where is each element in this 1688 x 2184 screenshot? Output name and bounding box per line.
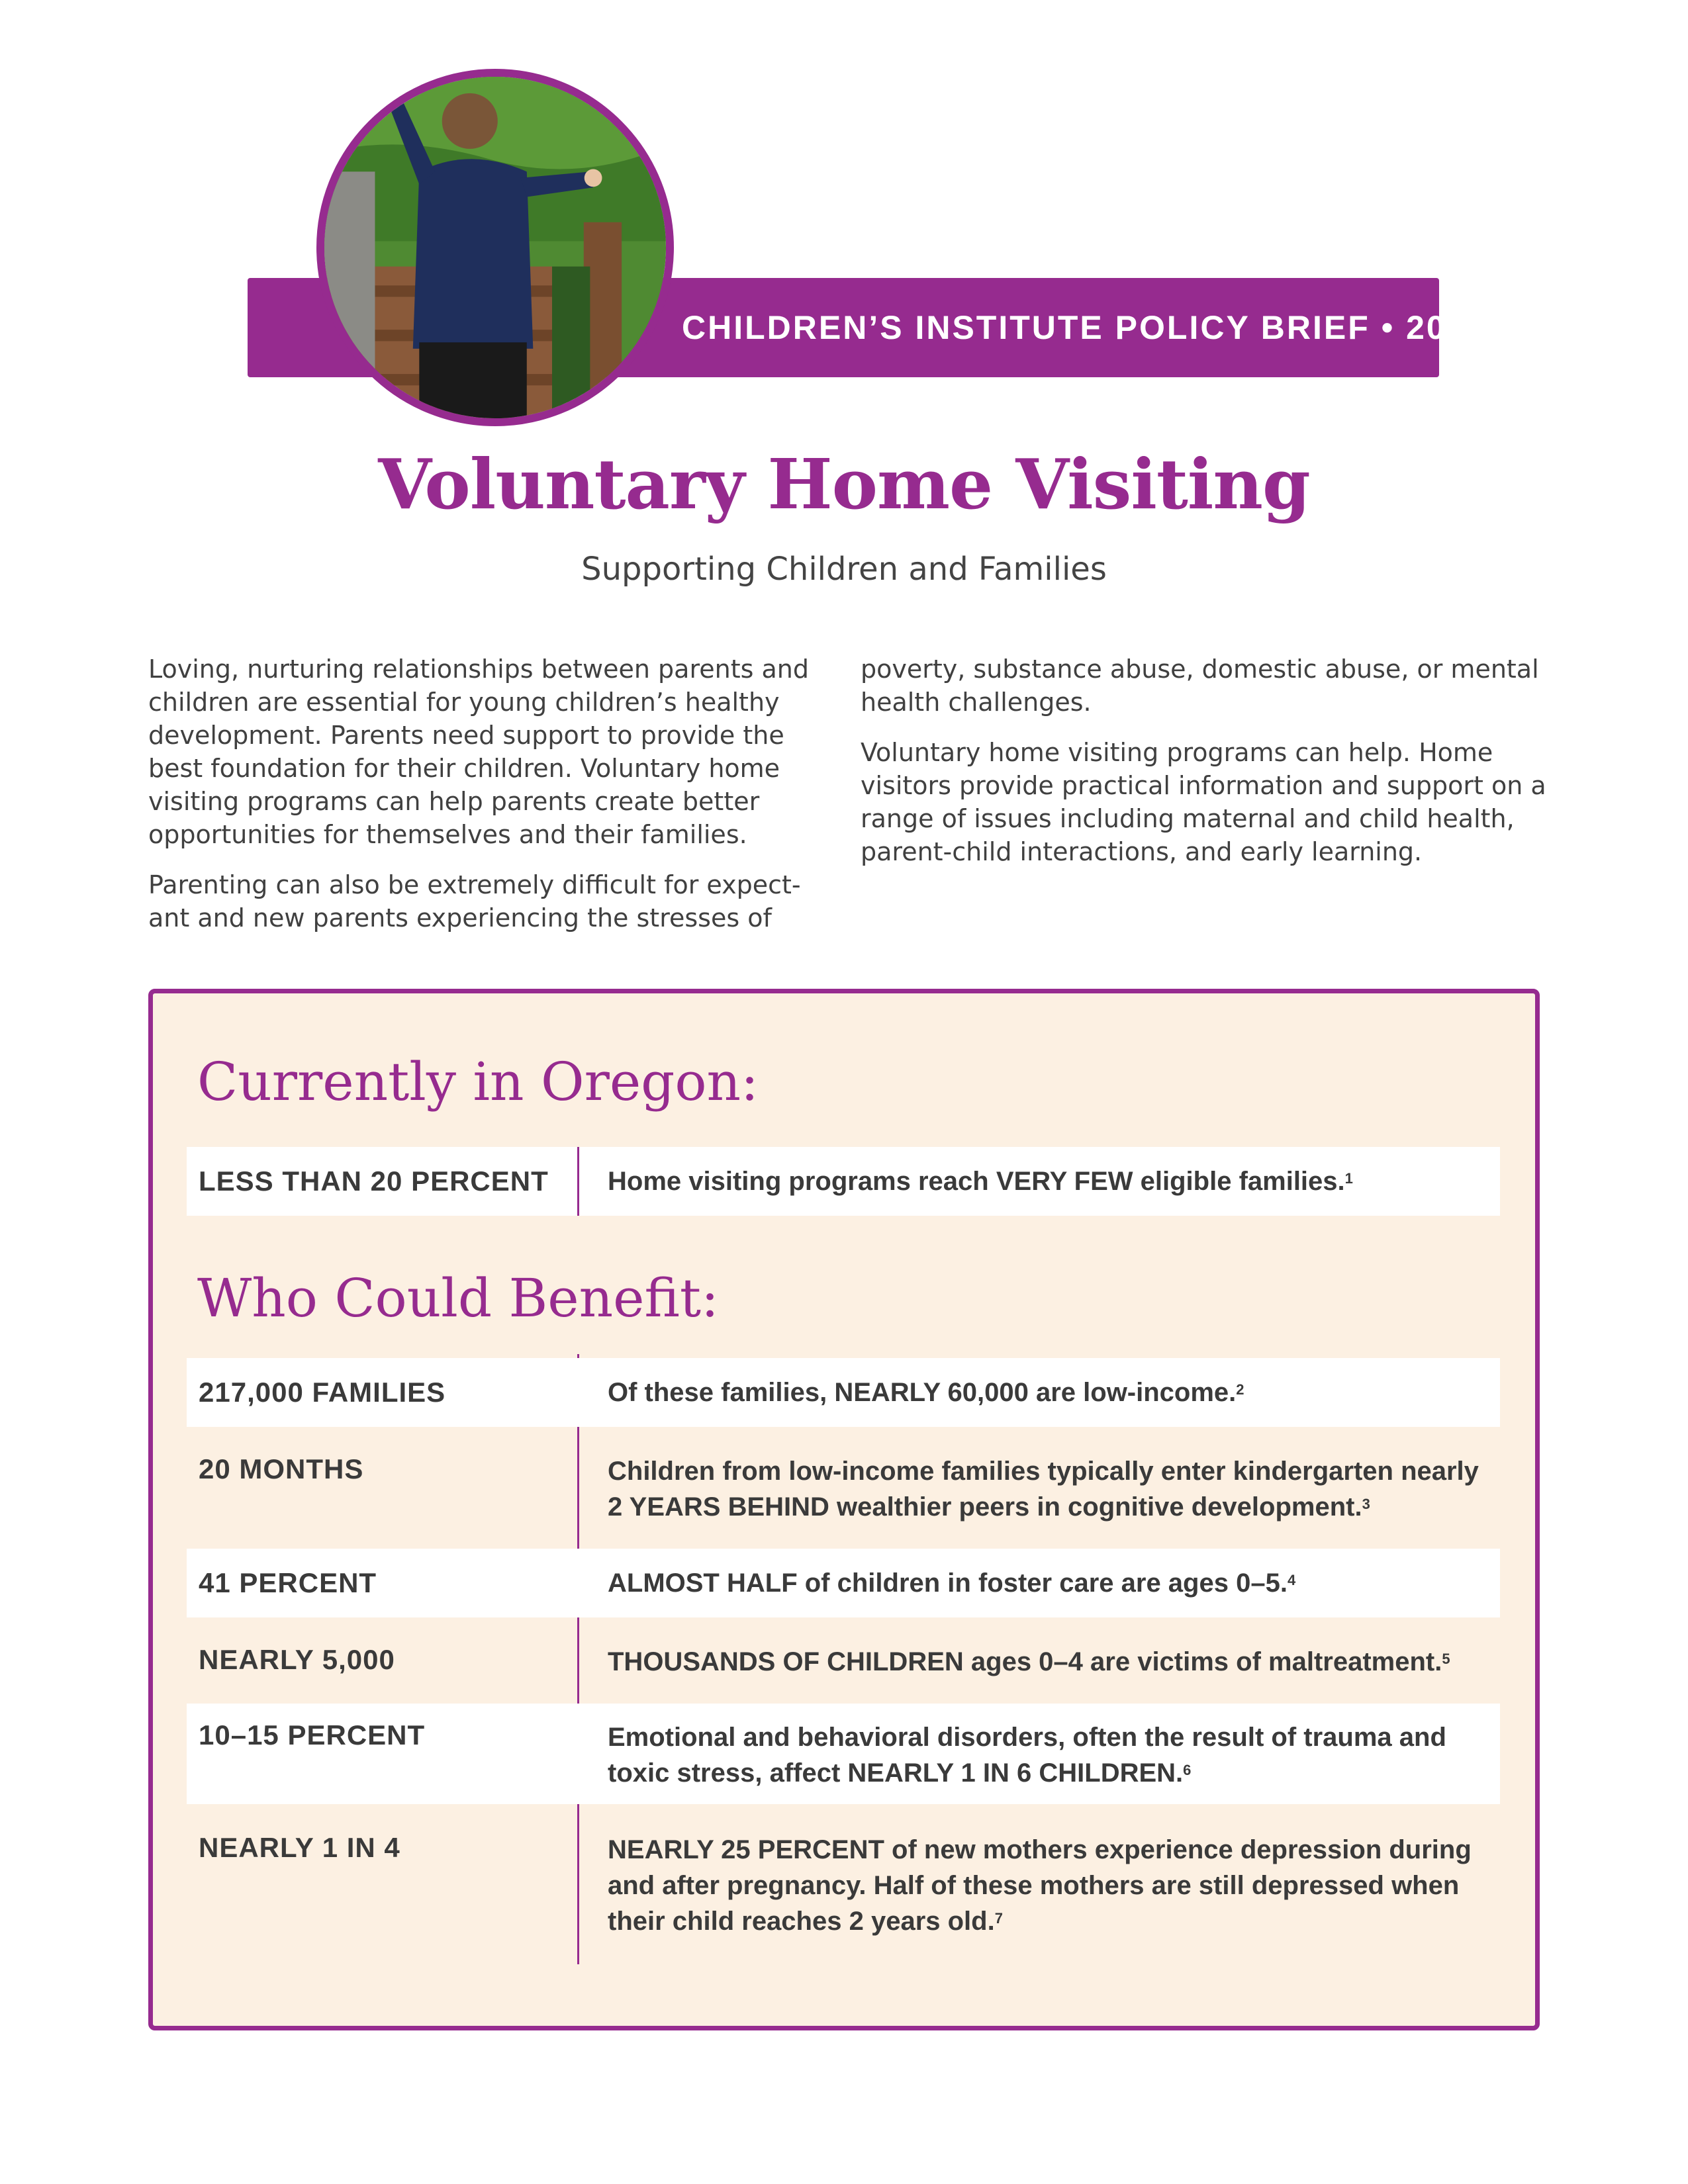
intro-left-column: [148, 653, 837, 952]
table-row: [187, 1358, 1500, 1427]
footnote-ref: 6: [1183, 1762, 1192, 1778]
stat-description: Home visiting programs reach VERY FEW eligible families.$^1$: [608, 1167, 1353, 1196]
footnote-ref: 1: [1344, 1170, 1353, 1187]
stat-description: THOUSANDS OF CHILDREN ages 0–4 are victims of maltreatment.$^5$: [608, 1647, 1450, 1676]
stat-description: ALMOST HALF of children in foster care are ages 0–5.$^4$: [608, 1569, 1296, 1598]
table-row: [187, 1812, 1500, 1964]
table-row: [187, 1147, 1500, 1216]
stat-description: Of these families, NEARLY 60,000 are low-income.$^2$: [608, 1378, 1244, 1407]
intro-paragraph: poverty, substance abuse, domestic abuse, or mental health challenges.: [861, 655, 1539, 717]
stat-value: 217,000 FAMILIES: [199, 1377, 446, 1408]
page-subtitle: Supporting Children and Families: [581, 551, 1107, 588]
stat-value: 10–15 PERCENT: [199, 1719, 426, 1751]
currently-heading: Currently in Oregon:: [197, 1051, 759, 1113]
table-row: [187, 1627, 1500, 1700]
header-photo: [316, 69, 674, 426]
page-title: Voluntary Home Visiting: [378, 443, 1310, 525]
intro-right-column: [861, 653, 1556, 886]
column-divider: [577, 1147, 579, 1216]
table-row: [187, 1549, 1500, 1617]
stat-value: 41 PERCENT: [199, 1567, 377, 1598]
intro-paragraph: Loving, nurturing relationships between parents and children are essential for young children’s healthy development. Parents need support to provide the best foundation for their children. Voluntary home visiting programs can help parents create better opportunities for themselves and their families.: [148, 655, 809, 849]
stat-description: NEARLY 25 PERCENT of new mothers experience depression during and after pregnancy. Half of these mothers are still depressed when their child reaches 2 years old.$^7$: [608, 1835, 1472, 1936]
footnote-ref: 4: [1287, 1572, 1296, 1588]
stat-description: Children from low-income families typically enter kindergarten nearly 2 YEARS BEHIND wealthier peers in cognitive development.$^3$: [608, 1457, 1479, 1522]
banner-text: CHILDREN’S INSTITUTE POLICY BRIEF • 2019: [682, 309, 1488, 346]
stat-value: NEARLY 5,000: [199, 1644, 395, 1675]
footnote-ref: 7: [994, 1910, 1003, 1927]
stat-value: NEARLY 1 IN 4: [199, 1832, 400, 1863]
footnote-ref: 5: [1442, 1651, 1450, 1667]
footnote-ref: 3: [1362, 1496, 1370, 1512]
benefit-heading: Who Could Benefit:: [197, 1267, 719, 1329]
footnote-ref: 2: [1236, 1381, 1244, 1398]
intro-paragraph: Voluntary home visiting programs can help. Home visitors provide practical information and support on a range of issues including maternal and child health, parent-child interactions, and early learning.: [861, 738, 1546, 866]
table-row: [187, 1433, 1500, 1546]
table-row: [187, 1704, 1500, 1804]
stat-value: 20 MONTHS: [199, 1453, 364, 1484]
stat-description: Emotional and behavioral disorders, often the result of trauma and toxic stress, affect NEARLY 1 IN 6 CHILDREN.$^6$: [608, 1723, 1446, 1788]
stat-value: LESS THAN 20 PERCENT: [199, 1165, 549, 1197]
intro-paragraph: Parenting can also be extremely difficult for expect- ant and new parents experiencing the stresses of: [148, 870, 801, 933]
